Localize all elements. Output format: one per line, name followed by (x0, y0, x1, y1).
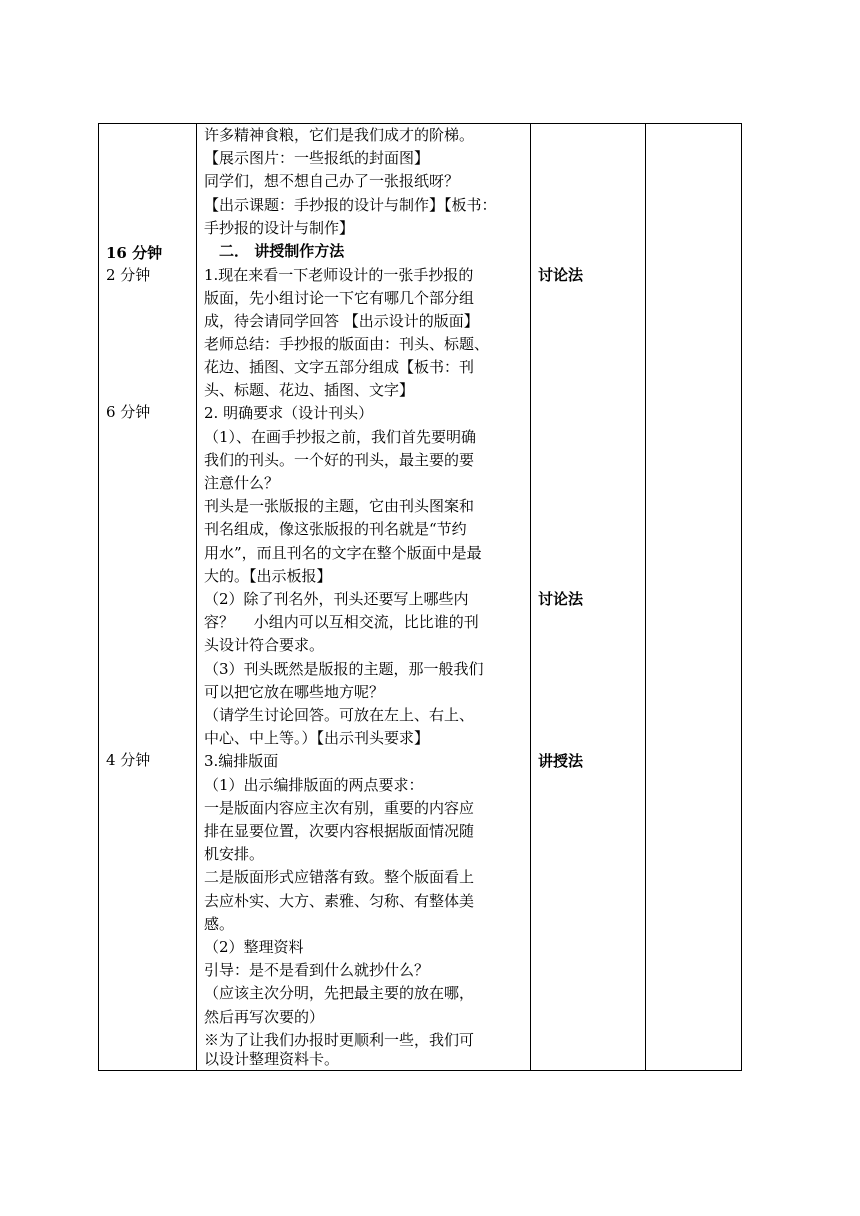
content-line: （3）刊头既然是版报的主题，那一般我们 (204, 660, 484, 678)
content-line: （1）、在画手抄报之前，我们首先要明确 (204, 428, 477, 446)
time-label: 4 分钟 (106, 751, 151, 769)
content-line: （1）出示编排版面的两点要求： (204, 776, 424, 794)
content-line: 排在显要位置，次要内容根据版面情况随 (204, 822, 475, 840)
content-line: 引导：是不是看到什么就抄什么？ (204, 961, 430, 979)
method-label: 讨论法 (538, 590, 584, 608)
lesson-plan-table (98, 123, 742, 1071)
content-line: 【展示图片：一些报纸的封面图】 (204, 149, 430, 167)
time-label: 16 分钟 (106, 244, 163, 262)
content-column (197, 124, 530, 1070)
content-line: 大的。【出示板报】 (204, 567, 332, 585)
content-line: 3.编排版面 (204, 752, 279, 770)
content-line: 同学们，想不想自己办了一张报纸呀？ (204, 172, 460, 190)
content-line: 版面，先小组讨论一下它有哪几个部分组 (204, 289, 475, 307)
content-line: 刊名组成，像这张版报的刊名就是“节约 (204, 520, 467, 538)
content-line: 我们的刊头。一个好的刊头，最主要的要 (204, 451, 475, 469)
content-line: 许多精神食粮，它们是我们成才的阶梯。 (204, 126, 475, 144)
content-line: 中心、中上等。）【出示刊头要求】 (204, 729, 430, 747)
method-column (531, 124, 645, 1070)
content-line: 去应朴实、大方、素雅、匀称、有整体美 (204, 892, 475, 910)
content-line: 一是版面内容应主次有别，重要的内容应 (204, 799, 475, 817)
content-line: 花边、插图、文字五部分组成【板书：刊 (204, 358, 475, 376)
notes-column (646, 124, 741, 1070)
content-line: 容？ 小组内可以互相交流，比比谁的刊 (204, 613, 479, 631)
content-line: 1.现在来看一下老师设计的一张手抄报的 (204, 266, 474, 284)
content-line: 二是版面形式应错落有致。整个版面看上 (204, 868, 475, 886)
content-line: 【出示课题：手抄报的设计与制作】【板书： (204, 196, 497, 214)
content-line: （应该主次分明，先把最主要的放在哪， (204, 984, 475, 1002)
content-line: 然后再写次要的） (204, 1008, 325, 1026)
content-line: 感。 (204, 915, 235, 933)
time-label: 2 分钟 (106, 266, 151, 284)
content-line: 头设计符合要求。 (204, 636, 325, 654)
content-line: 成，待会请同学回答 【出示设计的版面】 (204, 312, 479, 330)
content-line: 可以把它放在哪些地方呢？ (204, 683, 385, 701)
time-label: 6 分钟 (106, 403, 151, 421)
content-line: 以设计整理资料卡。 (204, 1050, 340, 1068)
content-line: （请学生讨论回答。可放在左上、右上、 (204, 706, 475, 724)
time-column (99, 124, 196, 1070)
content-line: 头、标题、花边、插图、文字】 (204, 381, 415, 399)
method-label: 讲授法 (538, 752, 584, 770)
content-line: 老师总结：手抄报的版面由：刊头、标题、 (204, 335, 490, 353)
content-line: （2）整理资料 (204, 938, 304, 956)
content-line: （2）除了刊名外，刊头还要写上哪些内 (204, 590, 469, 608)
content-line: 2. 明确要求（设计刊头） (204, 404, 374, 422)
method-label: 讨论法 (538, 266, 584, 284)
content-line: 用水”，而且刊名的文字在整个版面中是最 (204, 544, 482, 562)
content-line: 刊头是一张版报的主题，它由刊头图案和 (204, 497, 475, 515)
content-line: 机安排。 (204, 845, 265, 863)
section-heading: 二． 讲授制作方法 (204, 242, 345, 260)
content-line: 手抄报的设计与制作】 (204, 219, 355, 237)
content-line: 注意什么？ (204, 474, 280, 492)
content-line: ※为了让我们办报时更顺利一些，我们可 (204, 1031, 475, 1049)
